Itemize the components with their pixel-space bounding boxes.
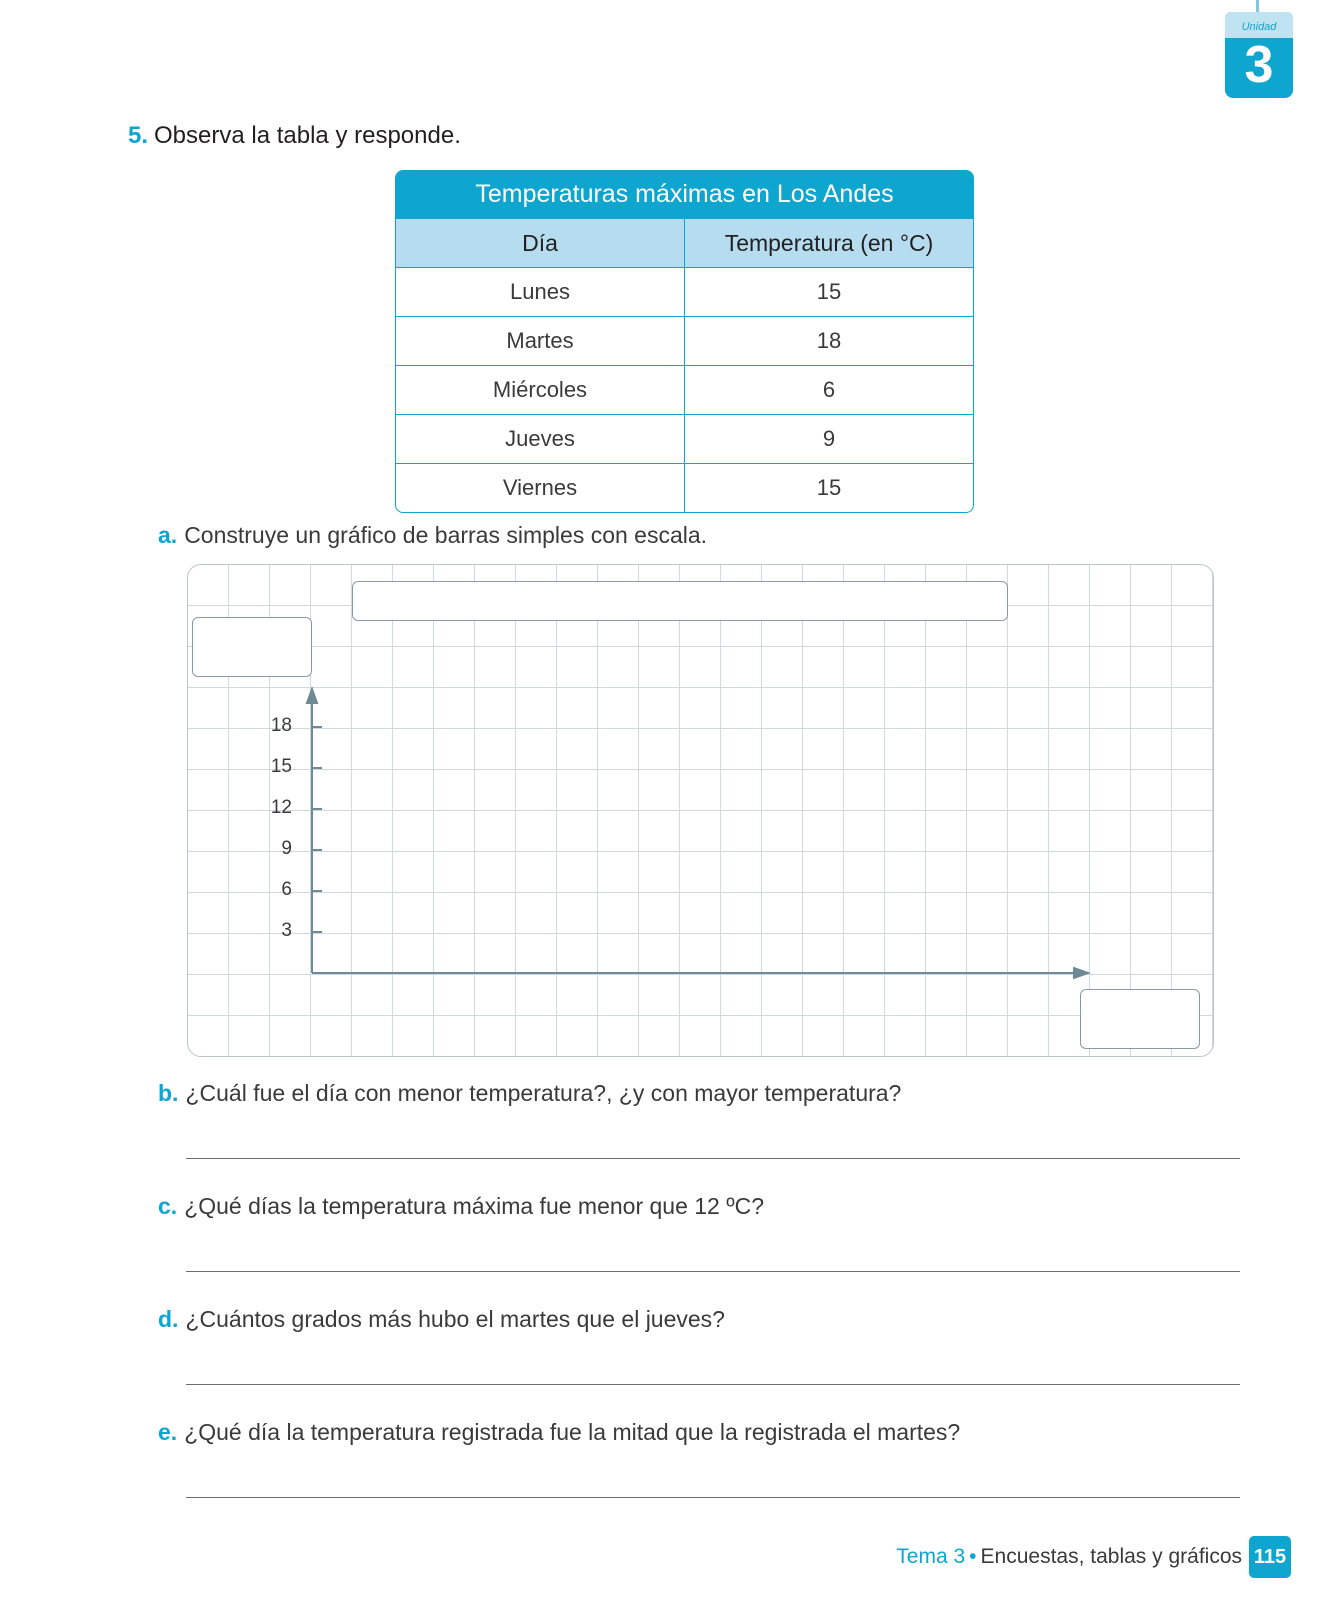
y-tick-label: 15 xyxy=(270,756,292,777)
question-title xyxy=(128,122,461,150)
cell-day: Lunes xyxy=(510,279,570,304)
cell-temp: 9 xyxy=(685,415,974,464)
sub-question-letter: d. xyxy=(158,1306,179,1332)
unit-number: 3 xyxy=(1244,36,1274,94)
footer-tema: Tema 3 xyxy=(896,1545,966,1568)
y-tick-label: 9 xyxy=(281,838,292,859)
y-axis-arrow xyxy=(307,689,317,703)
y-tick-label: 18 xyxy=(270,715,292,736)
sub-question-text: Construye un gráfico de barras simples con escala. xyxy=(184,522,708,548)
sub-question-text: ¿Qué día la temperatura registrada fue la mitad que la registrada el martes? xyxy=(184,1419,961,1445)
graph-grid[interactable] xyxy=(187,564,1214,1057)
x-axis-arrow xyxy=(1074,968,1088,978)
unit-tab-cap xyxy=(1225,12,1293,38)
answer-line-c[interactable] xyxy=(186,1271,1240,1272)
y-tick-label: 6 xyxy=(281,879,292,900)
page-number: 115 xyxy=(1249,1536,1291,1578)
cell-day: Jueves xyxy=(396,415,685,464)
question-text: Observa la tabla y responde. xyxy=(154,122,461,149)
unit-tab xyxy=(1225,12,1293,98)
table-title: Temperaturas máximas en Los Andes xyxy=(396,171,973,218)
table-body xyxy=(396,218,973,512)
table-row xyxy=(396,317,973,366)
header-temperature: Temperatura (en °C) xyxy=(685,219,974,268)
unit-label: Unidad xyxy=(1241,21,1277,33)
answer-line-b[interactable] xyxy=(186,1158,1240,1159)
sub-question-a xyxy=(158,522,707,549)
cell-temp: 6 xyxy=(685,366,974,415)
cell-temp: 15 xyxy=(685,268,974,317)
table-row xyxy=(396,415,973,464)
sub-question-c xyxy=(158,1193,764,1220)
answer-line-d[interactable] xyxy=(186,1384,1240,1385)
temperature-table xyxy=(395,170,974,513)
footer-separator: • xyxy=(969,1545,977,1568)
sub-question-letter: b. xyxy=(158,1080,179,1106)
sub-question-text: ¿Qué días la temperatura máxima fue menor que 12 ºC? xyxy=(184,1193,765,1219)
sub-question-letter: c. xyxy=(158,1193,178,1219)
table-row xyxy=(396,268,973,317)
header-day: Día xyxy=(396,219,685,268)
sub-question-b xyxy=(158,1080,901,1107)
sub-question-letter: a. xyxy=(158,522,178,548)
sub-question-text: ¿Cuántos grados más hubo el martes que el jueves? xyxy=(185,1306,725,1332)
cell-temp: 15 xyxy=(685,464,974,513)
table-row xyxy=(396,366,973,415)
sub-question-e xyxy=(158,1419,960,1446)
table-row xyxy=(396,464,973,513)
answer-line-e[interactable] xyxy=(186,1497,1240,1498)
question-number: 5. xyxy=(128,122,149,149)
cell-day: Viernes xyxy=(396,464,685,513)
sub-question-text: ¿Cuál fue el día con menor temperatura?, ¿y con mayor temperatura? xyxy=(185,1080,902,1106)
page-footer xyxy=(896,1545,1242,1569)
table-header-row xyxy=(396,219,973,268)
sub-question-d xyxy=(158,1306,725,1333)
chart-axes xyxy=(188,565,1213,1056)
cell-day: Miércoles xyxy=(396,366,685,415)
y-tick-label: 3 xyxy=(281,920,292,941)
cell-temp: 18 xyxy=(685,317,974,366)
footer-subject: Encuestas, tablas y gráficos xyxy=(980,1545,1242,1568)
cell-day: Martes xyxy=(396,317,685,366)
y-tick-label: 12 xyxy=(270,797,292,818)
sub-question-letter: e. xyxy=(158,1419,178,1445)
